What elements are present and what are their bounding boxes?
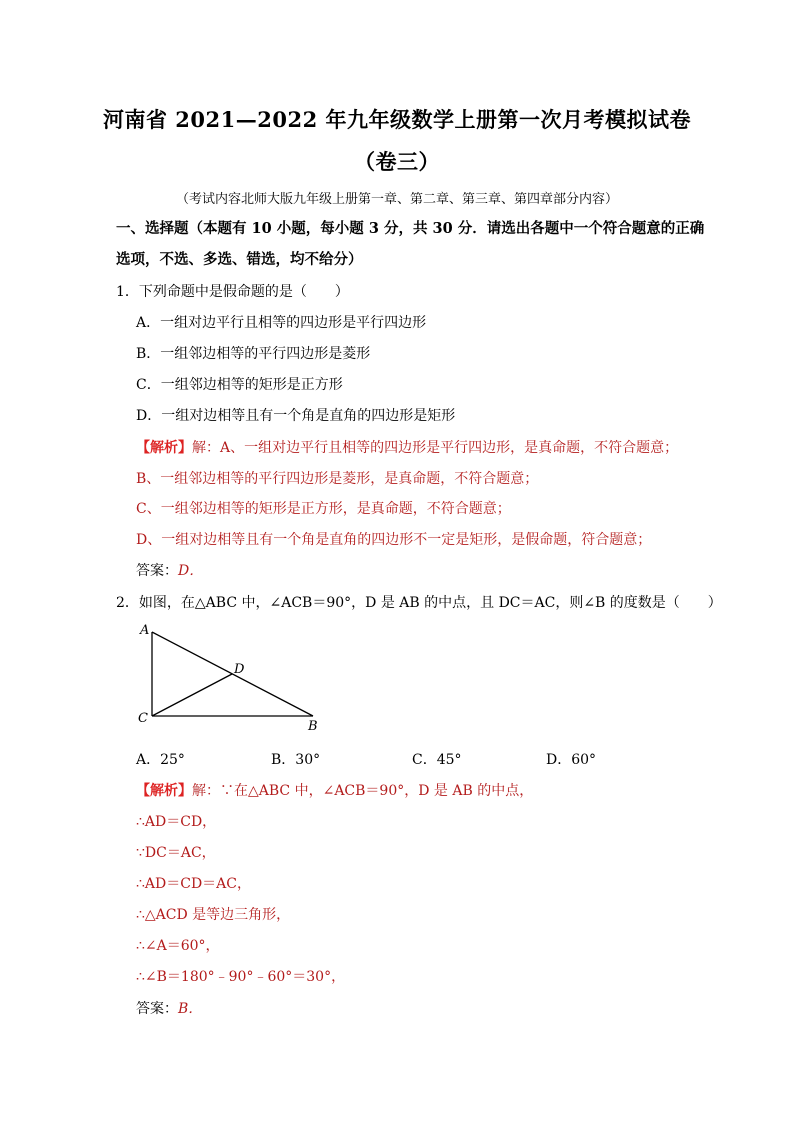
label-b: B xyxy=(308,719,318,734)
question-2-analysis-line-3: ∵DC＝AC， xyxy=(136,845,216,861)
answer-label: 答案： xyxy=(136,563,178,579)
question-1-option-a: A．一组对边平行且相等的四边形是平行四边形 xyxy=(136,315,427,331)
question-2-stem: 2．如图，在△ABC 中，∠ACB＝90°，D 是 AB 的中点，且 DC＝AC，则∠B 的度数是（ ） xyxy=(116,595,722,611)
question-2-option-c: C．45° xyxy=(412,752,462,768)
question-1-option-b: B．一组邻边相等的平行四边形是菱形 xyxy=(136,346,371,362)
document-title-part: （卷三） xyxy=(354,149,440,174)
analysis-tag: 【解析】 xyxy=(136,783,192,799)
question-2-analysis-line-6: ∴∠A＝60°， xyxy=(136,938,220,954)
question-2-analysis-line-1 xyxy=(136,780,533,800)
question-1-option-c: C．一组邻边相等的矩形是正方形 xyxy=(136,377,343,393)
question-2-option-a: A．25° xyxy=(136,752,185,768)
question-1-analysis-line-3: C、一组邻边相等的矩形是正方形，是真命题，不符合题意； xyxy=(136,501,511,517)
question-2-option-b: B．30° xyxy=(271,752,321,768)
question-2-option-d: D．60° xyxy=(546,752,597,768)
triangle-figure xyxy=(130,618,340,736)
label-a: A xyxy=(140,623,150,638)
analysis-text: 解：A、一组对边平行且相等的四边形是平行四边形，是真命题，不符合题意； xyxy=(192,440,679,456)
label-d: D xyxy=(234,662,245,677)
question-2-answer xyxy=(136,998,202,1018)
segment-cd xyxy=(152,674,232,716)
document-title: 河南省 2021—2022 年九年级数学上册第一次月考模拟试卷 xyxy=(102,107,691,132)
question-2-analysis-line-7: ∴∠B＝180°﹣90°﹣60°＝30°， xyxy=(136,969,346,985)
label-c: C xyxy=(138,711,148,726)
question-2-analysis-line-5: ∴△ACD 是等边三角形， xyxy=(136,907,291,923)
section-header-line2: 选项，不选、多选、错选，均不给分） xyxy=(116,251,363,268)
question-1-option-d: D．一组对边相等且有一个角是直角的四边形是矩形 xyxy=(136,408,456,424)
answer-value: B． xyxy=(178,1001,203,1017)
question-1-analysis-line-4: D、一组对边相等且有一个角是直角的四边形不一定是矩形，是假命题，符合题意； xyxy=(136,532,652,548)
answer-value: D． xyxy=(178,563,204,579)
analysis-tag: 【解析】 xyxy=(136,440,192,456)
exam-scope-note: （考试内容北师大版九年级上册第一章、第二章、第三章、第四章部分内容） xyxy=(175,192,618,207)
question-2-analysis-line-4: ∴AD＝CD＝AC， xyxy=(136,876,252,892)
question-2-analysis-line-2: ∴AD＝CD， xyxy=(136,814,217,830)
answer-label: 答案： xyxy=(136,1001,178,1017)
question-1-stem: 1．下列命题中是假命题的是（ ） xyxy=(116,284,349,300)
question-1-answer xyxy=(136,560,203,580)
analysis-text: 解：∵在△ABC 中，∠ACB＝90°，D 是 AB 的中点， xyxy=(192,783,534,799)
question-1-analysis-line-1 xyxy=(136,437,678,457)
question-1-analysis-line-2: B、一组邻边相等的平行四边形是菱形，是真命题，不符合题意； xyxy=(136,471,539,487)
section-header-line1: 一、选择题（本题有 10 小题，每小题 3 分，共 30 分．请选出各题中一个符合题意的正确 xyxy=(116,220,705,237)
